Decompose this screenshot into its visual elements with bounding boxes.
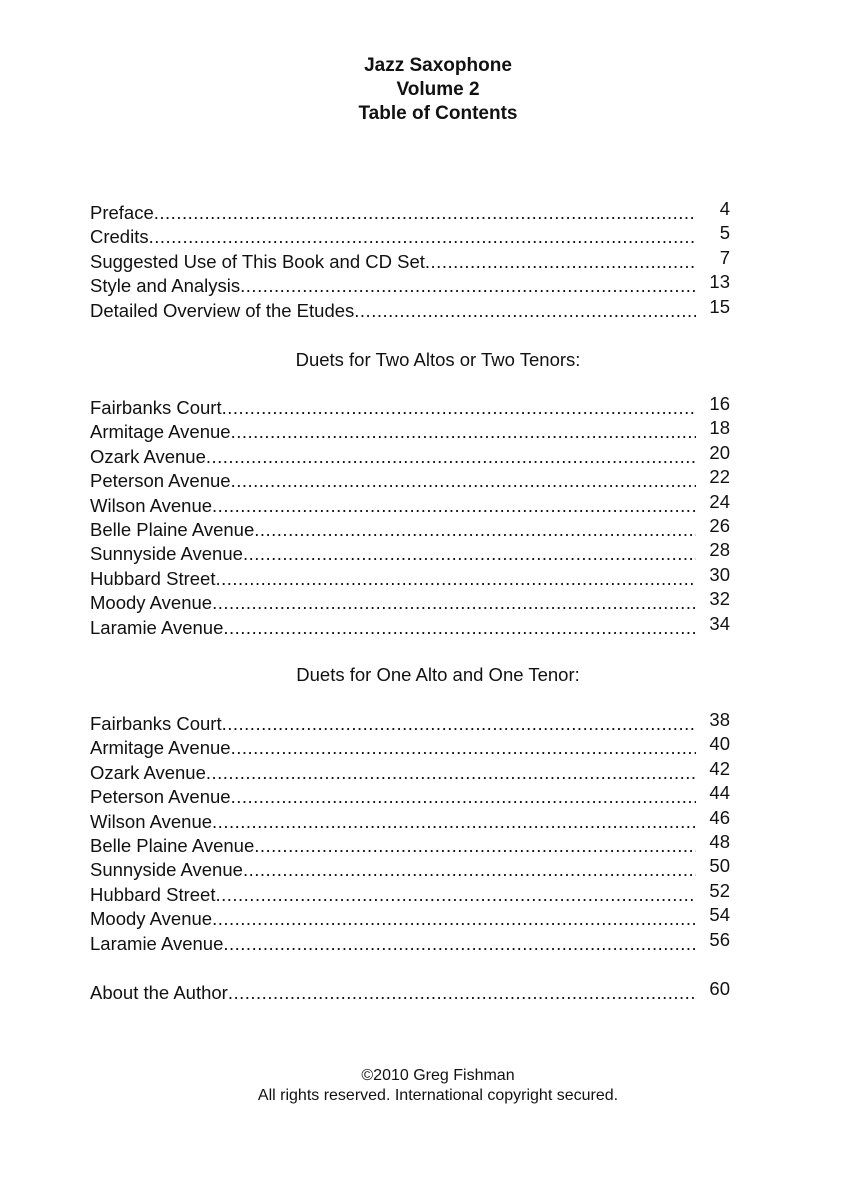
toc-entry-label: Sunnyside Avenue: [90, 859, 243, 881]
toc-entry-label: Belle Plaine Avenue: [90, 834, 255, 856]
toc-entry-label: Ozark Avenue: [90, 761, 206, 783]
toc-entry-label: Suggested Use of This Book and CD Set: [90, 250, 425, 272]
toc-entry[interactable]: [90, 782, 750, 809]
toc-entry[interactable]: [90, 271, 750, 298]
toc-entry[interactable]: [90, 246, 750, 274]
toc-entry-page: 28: [709, 539, 730, 561]
toc-entry-page: 34: [709, 612, 730, 634]
leader-dots: [243, 858, 696, 882]
toc-entry[interactable]: [90, 612, 750, 640]
toc-entry-label: Wilson Avenue: [90, 494, 213, 516]
toc-entry-label: Preface: [90, 202, 154, 223]
leader-dots: [254, 834, 696, 858]
leader-dots: [240, 274, 696, 298]
toc-entry-page: 18: [709, 417, 730, 439]
toc-entry[interactable]: [90, 563, 750, 591]
toc-entry[interactable]: [90, 928, 750, 956]
toc-entry[interactable]: [90, 978, 750, 1005]
toc-entry-page: 16: [709, 393, 730, 414]
toc-entry-page: 48: [709, 830, 730, 852]
toc-entry-label: Moody Avenue: [90, 592, 213, 614]
toc-entry[interactable]: [90, 830, 750, 858]
toc-entry-page: 15: [709, 295, 730, 317]
toc-entry-label: Laramie Avenue: [90, 616, 224, 638]
toc-entry[interactable]: [90, 757, 750, 785]
toc-entry-label: Armitage Avenue: [90, 421, 231, 443]
toc-entry-label: Credits: [90, 226, 149, 248]
toc-entry-page: 4: [719, 198, 730, 219]
toc-entry-page: 32: [709, 588, 730, 610]
copyright-line: ©2010 Greg Fishman: [361, 1067, 515, 1084]
leader-dots: [254, 518, 696, 542]
leader-dots: [231, 420, 696, 444]
toc-entry-page: 22: [709, 466, 730, 488]
toc-entry[interactable]: [90, 904, 750, 931]
toc-entry[interactable]: [90, 441, 750, 469]
toc-entry[interactable]: [90, 539, 750, 566]
toc-entry[interactable]: [90, 588, 750, 615]
toc-entry[interactable]: [90, 393, 750, 420]
toc-entry-label: Sunnyside Avenue: [90, 543, 243, 565]
leader-dots: [231, 736, 696, 760]
leader-dots: [212, 907, 696, 931]
leader-dots: [212, 591, 696, 615]
leader-dots: [243, 542, 696, 566]
toc-entry-page: 26: [709, 514, 730, 536]
leader-dots: [149, 225, 696, 249]
toc-entry-label: Style and Analysis: [90, 275, 241, 297]
toc-entry[interactable]: [90, 490, 750, 518]
leader-dots: [223, 932, 696, 956]
toc-entry-page: 30: [709, 563, 730, 585]
toc-entry-page: 5: [719, 222, 730, 244]
toc-entry-label: About the Author: [90, 982, 228, 1003]
toc-entry[interactable]: [90, 222, 750, 249]
toc-entry-page: 44: [709, 782, 730, 804]
toc-entry-page: 60: [709, 978, 730, 999]
volume-title: Volume 2: [396, 79, 480, 100]
toc-entry[interactable]: [90, 733, 750, 760]
toc-entry-page: 52: [709, 879, 730, 901]
leader-dots: [222, 396, 696, 420]
leader-dots: [212, 810, 696, 834]
toc-entry-page: 38: [709, 709, 730, 730]
leader-dots: [206, 761, 696, 785]
section1-list: [90, 393, 750, 640]
copyright-footer: [0, 1066, 865, 1106]
leader-dots: [212, 494, 696, 518]
toc-entry-label: Ozark Avenue: [90, 445, 206, 467]
section2-list: [90, 709, 750, 956]
leader-dots: [223, 616, 696, 640]
toc-entry[interactable]: [90, 855, 750, 882]
leader-dots: [354, 299, 696, 323]
toc-entry[interactable]: [90, 879, 750, 907]
toc-entry-label: Wilson Avenue: [90, 810, 213, 832]
toc-entry-label: Laramie Avenue: [90, 932, 224, 954]
toc-entry-page: 13: [709, 271, 730, 293]
toc-entry[interactable]: [90, 514, 750, 542]
toc-entry-page: 24: [709, 490, 730, 512]
section-heading-alto-tenor: Duets for One Alto and One Tenor:: [296, 664, 580, 685]
leader-dots: [215, 567, 696, 591]
section-heading-two-altos: Duets for Two Altos or Two Tenors:: [295, 349, 581, 370]
toc-entry-label: Peterson Avenue: [90, 470, 231, 492]
toc-entry-label: Peterson Avenue: [90, 786, 231, 808]
toc-entry-page: 50: [709, 855, 730, 877]
leader-dots: [231, 469, 696, 493]
toc-entry-page: 20: [709, 441, 730, 463]
toc-entry-page: 56: [709, 928, 730, 950]
back-matter-list: [90, 978, 750, 1005]
leader-dots: [222, 712, 696, 736]
toc-entry-label: Hubbard Street: [90, 883, 216, 905]
toc-entry-page: 40: [709, 733, 730, 755]
front-matter-list: [90, 198, 750, 323]
toc-entry-page: 54: [709, 904, 730, 926]
toc-entry[interactable]: [90, 709, 750, 736]
toc-entry-page: 46: [709, 806, 730, 828]
toc-entry-label: Armitage Avenue: [90, 737, 231, 759]
toc-entry-label: Hubbard Street: [90, 567, 216, 589]
leader-dots: [231, 785, 696, 809]
leader-dots: [206, 445, 696, 469]
title-block: [0, 54, 865, 126]
leader-dots: [425, 250, 696, 274]
toc-title: Table of Contents: [358, 103, 518, 124]
toc-entry[interactable]: [90, 295, 750, 323]
toc-entry-page: 7: [719, 246, 730, 268]
toc-entry-label: Belle Plaine Avenue: [90, 518, 255, 540]
toc-entry[interactable]: [90, 417, 750, 444]
toc-entry-label: Fairbanks Court: [90, 713, 222, 734]
toc-entry[interactable]: [90, 198, 750, 225]
toc-entry-label: Detailed Overview of the Etudes: [90, 299, 355, 321]
rights-line: All rights reserved. International copyright secured.: [257, 1087, 619, 1104]
leader-dots: [228, 981, 696, 1005]
leader-dots: [154, 201, 696, 225]
toc-entry-label: Fairbanks Court: [90, 397, 222, 418]
toc-entry[interactable]: [90, 806, 750, 834]
toc-entry-label: Moody Avenue: [90, 908, 213, 930]
toc-entry[interactable]: [90, 466, 750, 493]
leader-dots: [215, 883, 696, 907]
book-title: Jazz Saxophone: [364, 55, 512, 76]
toc-entry-page: 42: [709, 757, 730, 779]
